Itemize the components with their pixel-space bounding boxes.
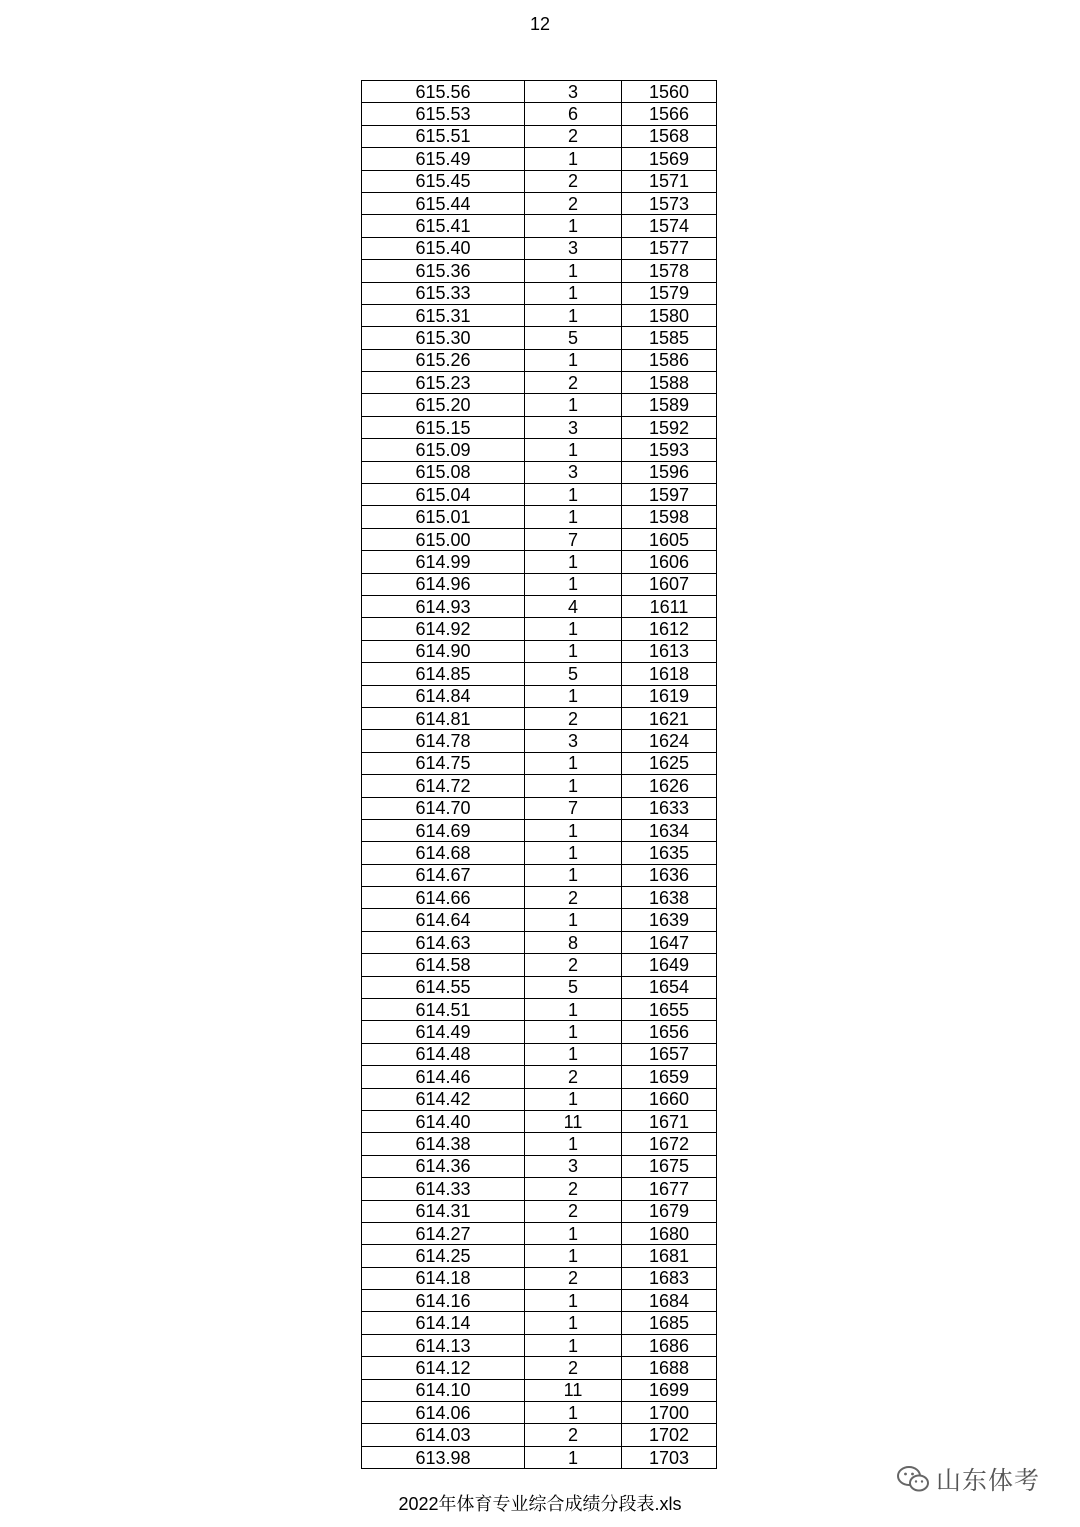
cumulative-cell: 1649 [622,954,717,976]
count-cell: 1 [525,1133,622,1155]
score-cell: 615.40 [362,237,525,259]
count-cell: 1 [525,1312,622,1334]
score-cell: 615.00 [362,528,525,550]
count-cell: 2 [525,1267,622,1289]
cumulative-cell: 1654 [622,976,717,998]
count-cell: 6 [525,103,622,125]
cumulative-cell: 1571 [622,170,717,192]
table-row [362,1133,717,1155]
table-row [362,349,717,371]
table-row [362,1245,717,1267]
table-row [362,640,717,662]
watermark-text: 山东体考 [936,1467,1041,1495]
table-row [362,439,717,461]
score-cell: 614.84 [362,685,525,707]
score-cell: 614.68 [362,842,525,864]
cumulative-cell: 1613 [622,640,717,662]
table-row [362,1043,717,1065]
cumulative-cell: 1685 [622,1312,717,1334]
cumulative-cell: 1625 [622,752,717,774]
count-cell: 4 [525,595,622,617]
cumulative-cell: 1573 [622,192,717,214]
count-cell: 1 [525,349,622,371]
score-cell: 614.03 [362,1424,525,1446]
table-row [362,954,717,976]
score-cell: 614.13 [362,1334,525,1356]
cumulative-cell: 1679 [622,1200,717,1222]
score-cell: 613.98 [362,1446,525,1468]
score-cell: 614.06 [362,1402,525,1424]
count-cell: 2 [525,1178,622,1200]
cumulative-cell: 1578 [622,260,717,282]
table-row [362,797,717,819]
table-row [362,1357,717,1379]
table-row [362,1446,717,1468]
score-cell: 614.85 [362,663,525,685]
score-cell: 614.69 [362,819,525,841]
table-row [362,775,717,797]
table-row [362,1222,717,1244]
count-cell: 2 [525,1200,622,1222]
score-cell: 614.18 [362,1267,525,1289]
score-cell: 614.67 [362,864,525,886]
count-cell: 1 [525,1290,622,1312]
count-cell: 1 [525,304,622,326]
table-row [362,81,717,103]
cumulative-cell: 1675 [622,1155,717,1177]
table-row [362,1178,717,1200]
cumulative-cell: 1635 [622,842,717,864]
cumulative-cell: 1660 [622,1088,717,1110]
count-cell: 5 [525,663,622,685]
table-row [362,1379,717,1401]
count-cell: 2 [525,1424,622,1446]
table-row [362,528,717,550]
table-row [362,394,717,416]
count-cell: 1 [525,1088,622,1110]
count-cell: 3 [525,237,622,259]
count-cell: 5 [525,327,622,349]
score-cell: 615.36 [362,260,525,282]
count-cell: 5 [525,976,622,998]
count-cell: 1 [525,1043,622,1065]
cumulative-cell: 1683 [622,1267,717,1289]
count-cell: 1 [525,752,622,774]
count-cell: 7 [525,797,622,819]
table-row [362,819,717,841]
table-row [362,237,717,259]
score-cell: 614.27 [362,1222,525,1244]
score-table [361,80,717,1469]
count-cell: 1 [525,909,622,931]
table-row [362,887,717,909]
cumulative-cell: 1588 [622,372,717,394]
wechat-icon [896,1464,930,1494]
table-row [362,909,717,931]
score-cell: 615.30 [362,327,525,349]
count-cell: 11 [525,1110,622,1132]
table-row [362,260,717,282]
cumulative-cell: 1633 [622,797,717,819]
cumulative-cell: 1592 [622,416,717,438]
count-cell: 1 [525,1245,622,1267]
cumulative-cell: 1619 [622,685,717,707]
cumulative-cell: 1656 [622,1021,717,1043]
count-cell: 3 [525,730,622,752]
table-row [362,1021,717,1043]
count-cell: 1 [525,618,622,640]
score-cell: 614.92 [362,618,525,640]
score-cell: 614.46 [362,1066,525,1088]
table-row [362,1155,717,1177]
count-cell: 3 [525,1155,622,1177]
count-cell: 1 [525,1334,622,1356]
cumulative-cell: 1659 [622,1066,717,1088]
count-cell: 1 [525,819,622,841]
score-cell: 614.48 [362,1043,525,1065]
cumulative-cell: 1593 [622,439,717,461]
count-cell: 1 [525,1021,622,1043]
table-row [362,1402,717,1424]
score-cell: 614.93 [362,595,525,617]
cumulative-cell: 1703 [622,1446,717,1468]
cumulative-cell: 1677 [622,1178,717,1200]
count-cell: 1 [525,1446,622,1468]
table-row [362,707,717,729]
count-cell: 3 [525,461,622,483]
count-cell: 3 [525,416,622,438]
count-cell: 1 [525,506,622,528]
count-cell: 2 [525,1066,622,1088]
score-cell: 615.20 [362,394,525,416]
table-row [362,304,717,326]
cumulative-cell: 1618 [622,663,717,685]
score-cell: 614.25 [362,1245,525,1267]
table-row [362,931,717,953]
table-row [362,752,717,774]
cumulative-cell: 1684 [622,1290,717,1312]
cumulative-cell: 1626 [622,775,717,797]
table-row [362,864,717,886]
count-cell: 1 [525,842,622,864]
cumulative-cell: 1680 [622,1222,717,1244]
cumulative-cell: 1569 [622,148,717,170]
cumulative-cell: 1699 [622,1379,717,1401]
cumulative-cell: 1681 [622,1245,717,1267]
count-cell: 1 [525,394,622,416]
cumulative-cell: 1579 [622,282,717,304]
cumulative-cell: 1607 [622,573,717,595]
count-cell: 1 [525,260,622,282]
count-cell: 2 [525,372,622,394]
table-body [362,81,717,1469]
cumulative-cell: 1655 [622,999,717,1021]
score-cell: 615.04 [362,484,525,506]
score-cell: 614.14 [362,1312,525,1334]
score-cell: 615.01 [362,506,525,528]
cumulative-cell: 1671 [622,1110,717,1132]
table-row [362,327,717,349]
table-row [362,170,717,192]
table-row [362,1267,717,1289]
count-cell: 1 [525,282,622,304]
score-cell: 614.63 [362,931,525,953]
cumulative-cell: 1700 [622,1402,717,1424]
score-cell: 614.66 [362,887,525,909]
table-row [362,1088,717,1110]
cumulative-cell: 1686 [622,1334,717,1356]
cumulative-cell: 1624 [622,730,717,752]
cumulative-cell: 1636 [622,864,717,886]
cumulative-cell: 1657 [622,1043,717,1065]
table-row [362,551,717,573]
table-row [362,1200,717,1222]
count-cell: 1 [525,551,622,573]
score-cell: 614.78 [362,730,525,752]
score-cell: 614.40 [362,1110,525,1132]
score-cell: 614.31 [362,1200,525,1222]
table-row [362,1110,717,1132]
cumulative-cell: 1585 [622,327,717,349]
count-cell: 7 [525,528,622,550]
score-cell: 615.15 [362,416,525,438]
table-row [362,484,717,506]
count-cell: 2 [525,1357,622,1379]
table-row [362,1066,717,1088]
score-cell: 614.33 [362,1178,525,1200]
score-cell: 615.45 [362,170,525,192]
cumulative-cell: 1621 [622,707,717,729]
table-row [362,148,717,170]
count-cell: 11 [525,1379,622,1401]
count-cell: 1 [525,1402,622,1424]
score-cell: 615.49 [362,148,525,170]
score-cell: 614.36 [362,1155,525,1177]
count-cell: 1 [525,484,622,506]
cumulative-cell: 1647 [622,931,717,953]
count-cell: 2 [525,125,622,147]
score-cell: 614.55 [362,976,525,998]
score-cell: 614.75 [362,752,525,774]
table-row [362,461,717,483]
count-cell: 1 [525,439,622,461]
cumulative-cell: 1577 [622,237,717,259]
count-cell: 2 [525,192,622,214]
cumulative-cell: 1597 [622,484,717,506]
score-cell: 615.51 [362,125,525,147]
table-row [362,1424,717,1446]
score-cell: 614.49 [362,1021,525,1043]
count-cell: 8 [525,931,622,953]
count-cell: 1 [525,775,622,797]
table-row [362,730,717,752]
score-cell: 615.08 [362,461,525,483]
page-number: 12 [529,14,551,34]
count-cell: 1 [525,640,622,662]
cumulative-cell: 1702 [622,1424,717,1446]
score-cell: 615.44 [362,192,525,214]
table-row [362,282,717,304]
count-cell: 1 [525,573,622,595]
count-cell: 1 [525,1222,622,1244]
table-row [362,999,717,1021]
score-cell: 614.12 [362,1357,525,1379]
count-cell: 2 [525,954,622,976]
watermark [896,1462,1040,1496]
score-cell: 614.90 [362,640,525,662]
table-row [362,372,717,394]
table-row [362,506,717,528]
score-cell: 615.53 [362,103,525,125]
count-cell: 2 [525,707,622,729]
table-row [362,416,717,438]
cumulative-cell: 1596 [622,461,717,483]
score-cell: 614.99 [362,551,525,573]
score-cell: 614.72 [362,775,525,797]
table-row [362,1312,717,1334]
footer-filename: 2022年体育专业综合成绩分段表.xls [398,1494,682,1514]
cumulative-cell: 1611 [622,595,717,617]
count-cell: 1 [525,864,622,886]
cumulative-cell: 1688 [622,1357,717,1379]
score-cell: 614.70 [362,797,525,819]
count-cell: 1 [525,999,622,1021]
score-cell: 614.10 [362,1379,525,1401]
table-row [362,595,717,617]
score-cell: 615.41 [362,215,525,237]
count-cell: 2 [525,887,622,909]
cumulative-cell: 1598 [622,506,717,528]
cumulative-cell: 1612 [622,618,717,640]
cumulative-cell: 1634 [622,819,717,841]
score-cell: 615.26 [362,349,525,371]
cumulative-cell: 1605 [622,528,717,550]
score-cell: 615.33 [362,282,525,304]
score-cell: 614.51 [362,999,525,1021]
table-row [362,1334,717,1356]
cumulative-cell: 1568 [622,125,717,147]
score-cell: 614.58 [362,954,525,976]
table-row [362,976,717,998]
table-row [362,663,717,685]
table-row [362,685,717,707]
cumulative-cell: 1566 [622,103,717,125]
cumulative-cell: 1560 [622,81,717,103]
cumulative-cell: 1638 [622,887,717,909]
score-cell: 614.38 [362,1133,525,1155]
table-row [362,1290,717,1312]
score-cell: 614.81 [362,707,525,729]
table-row [362,192,717,214]
table-row [362,103,717,125]
table-row [362,618,717,640]
cumulative-cell: 1606 [622,551,717,573]
count-cell: 1 [525,685,622,707]
cumulative-cell: 1586 [622,349,717,371]
score-cell: 615.23 [362,372,525,394]
table-row [362,842,717,864]
cumulative-cell: 1672 [622,1133,717,1155]
score-cell: 614.16 [362,1290,525,1312]
cumulative-cell: 1589 [622,394,717,416]
score-cell: 614.96 [362,573,525,595]
score-cell: 614.64 [362,909,525,931]
table-row [362,125,717,147]
count-cell: 1 [525,148,622,170]
score-cell: 614.42 [362,1088,525,1110]
score-cell: 615.09 [362,439,525,461]
count-cell: 1 [525,215,622,237]
cumulative-cell: 1639 [622,909,717,931]
score-cell: 615.31 [362,304,525,326]
cumulative-cell: 1580 [622,304,717,326]
score-cell: 615.56 [362,81,525,103]
count-cell: 3 [525,81,622,103]
table-row [362,573,717,595]
table-row [362,215,717,237]
cumulative-cell: 1574 [622,215,717,237]
count-cell: 2 [525,170,622,192]
